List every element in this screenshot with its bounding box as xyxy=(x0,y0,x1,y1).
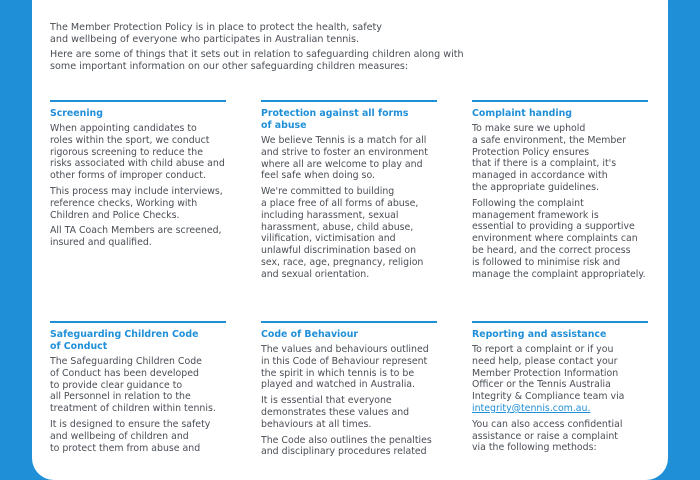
section-code-of-conduct xyxy=(50,321,226,454)
section-paragraph: It is essential that everyone demonstrates these values and behaviours at all times. xyxy=(261,395,410,430)
section-complaint-handling xyxy=(472,100,648,280)
intro-paragraph-2: Here are some of things that it sets out in relation to safeguarding children along with some important information on our other safeguarding children measures: xyxy=(50,49,464,72)
intro-paragraph-1: The Member Protection Policy is in place to protect the health, safety and wellbeing of everyone who participates in Australian tennis. xyxy=(50,22,382,45)
section-title: Complaint handing xyxy=(472,108,572,119)
section-paragraph: It is designed to ensure the safety and wellbeing of children and to protect them from abuse and xyxy=(50,418,211,454)
section-paragraph: The Code also outlines the penalties and disciplinary procedures related xyxy=(261,434,432,458)
integrity-email-link[interactable]: integrity@tennis.com.au. xyxy=(472,402,591,414)
section-paragraph: The Safeguarding Children Code of Conduct has been developed to provide clear guidance to all Personnel in relation to the treatment of children within tennis. xyxy=(50,356,216,415)
section-title: Protection against all forms of abuse xyxy=(261,108,409,131)
section-code-of-behaviour xyxy=(261,321,437,458)
section-paragraph: This process may include interviews, reference checks, Working with Children and Police Checks. xyxy=(50,185,223,221)
section-paragraph: To report a complaint or if you need help, please contact your Member Protection Information Officer or the Tennis Australia Integrity & Compliance team via integrity@tennis.com.au. xyxy=(472,344,625,414)
section-screening xyxy=(50,100,226,249)
section-paragraph: Following the complaint management framework is essential to providing a supportive environment where complaints can be heard, and the correct process is followed to minimise risk and manage the complaint appropriately. xyxy=(472,197,646,280)
section-title: Reporting and assistance xyxy=(472,329,607,340)
section-paragraph: All TA Coach Members are screened, insured and qualified. xyxy=(50,225,222,249)
section-title: Code of Behaviour xyxy=(261,329,359,340)
section-reporting xyxy=(472,321,648,454)
section-title: Screening xyxy=(50,108,103,119)
section-paragraph: We believe Tennis is a match for all and strive to foster an environment where all are welcome to play and feel safe when doing so. xyxy=(261,135,428,182)
section-paragraph: We're committed to building a place free of all forms of abuse, including harassment, sexual harassment, abuse, child abuse, vilification, victimisation and unlawful discrimination based on sex, race, age, pregnancy, religion and sexual orientation. xyxy=(261,186,424,280)
section-paragraph: When appointing candidates to roles within the sport, we conduct rigorous screening to reduce the risks associated with child abuse and other forms of improper conduct. xyxy=(50,123,225,182)
section-paragraph: To make sure we uphold a safe environment, the Member Protection Policy ensures that if there is a complaint, it's managed in accordance with the appropriate guidelines. xyxy=(472,123,626,193)
section-title: Safeguarding Children Code of Conduct xyxy=(50,329,199,352)
section-protection xyxy=(261,100,437,281)
section-paragraph: The values and behaviours outlined in this Code of Behaviour represent the spirit in which tennis is to be played and watched in Australia. xyxy=(261,344,429,391)
section-paragraph: You can also access confidential assistance or raise a complaint via the following methods: xyxy=(472,418,623,454)
